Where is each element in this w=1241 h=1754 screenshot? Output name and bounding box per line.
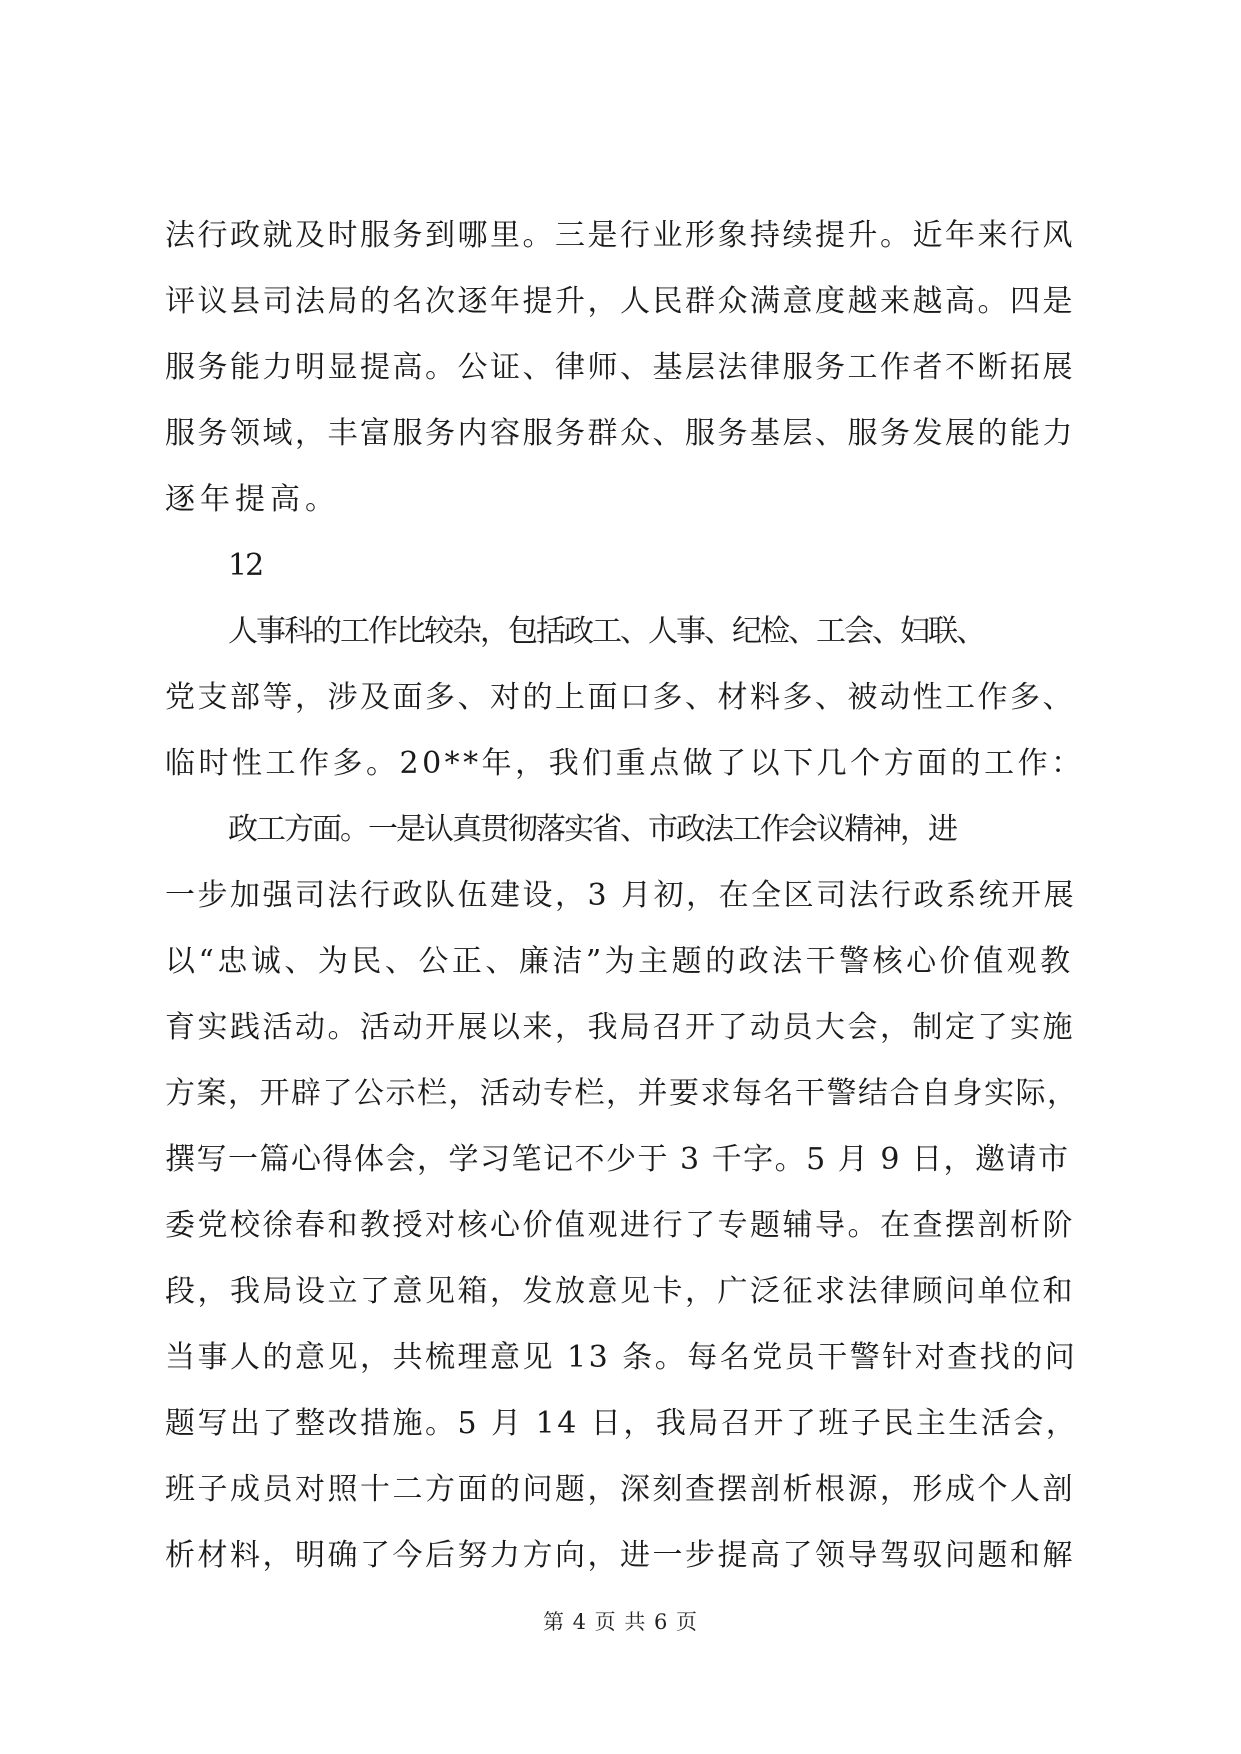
text-line: 法行政就及时服务到哪里。三是行业形象持续提升。近年来行风 <box>165 218 1075 253</box>
text-line: 逐年提高。 <box>165 482 340 517</box>
text-line: 评议县司法局的名次逐年提升，人民群众满意度越来越高。四是 <box>165 284 1075 319</box>
section-number: 12 <box>228 548 263 583</box>
text-line: 以“忠诚、为民、公正、廉洁”为主题的政法干警核心价值观教 <box>165 944 1074 979</box>
text-line: 人事科的工作比较杂，包括政工、人事、纪检、工会、妇联、 <box>228 614 984 649</box>
text-line: 撰写一篇心得体会，学习笔记不少于 3 千字。5 月 9 日，邀请市 <box>165 1142 1070 1177</box>
text-line: 服务领域，丰富服务内容服务群众、服务基层、服务发展的能力 <box>165 416 1075 451</box>
text-line: 班子成员对照十二方面的问题，深刻查摆剖析根源，形成个人剖 <box>165 1472 1075 1507</box>
text-line: 一步加强司法行政队伍建设，3 月初，在全区司法行政系统开展 <box>165 878 1077 913</box>
text-line: 段，我局设立了意见箱，发放意见卡，广泛征求法律顾问单位和 <box>165 1274 1075 1309</box>
page-number-footer: 第 4 页 共 6 页 <box>542 1610 699 1634</box>
text-line: 政工方面。一是认真贯彻落实省、市政法工作会议精神，进 <box>228 812 956 847</box>
text-line: 党支部等，涉及面多、对的上面口多、材料多、被动性工作多、 <box>165 680 1075 715</box>
text-line: 方案，开辟了公示栏，活动专栏，并要求每名干警结合自身实际， <box>165 1076 1079 1111</box>
text-line: 临时性工作多。20**年，我们重点做了以下几个方面的工作： <box>165 746 1085 781</box>
text-line: 委党校徐春和教授对核心价值观进行了专题辅导。在查摆剖析阶 <box>165 1208 1075 1243</box>
text-line: 当事人的意见，共梳理意见 13 条。每名党员干警针对查找的问 <box>165 1340 1078 1375</box>
text-line: 育实践活动。活动开展以来，我局召开了动员大会，制定了实施 <box>165 1010 1075 1045</box>
text-line: 服务能力明显提高。公证、律师、基层法律服务工作者不断拓展 <box>165 350 1075 385</box>
text-line: 析材料，明确了今后努力方向，进一步提高了领导驾驭问题和解 <box>165 1538 1075 1573</box>
text-line: 题写出了整改措施。5 月 14 日，我局召开了班子民主生活会， <box>165 1406 1079 1441</box>
